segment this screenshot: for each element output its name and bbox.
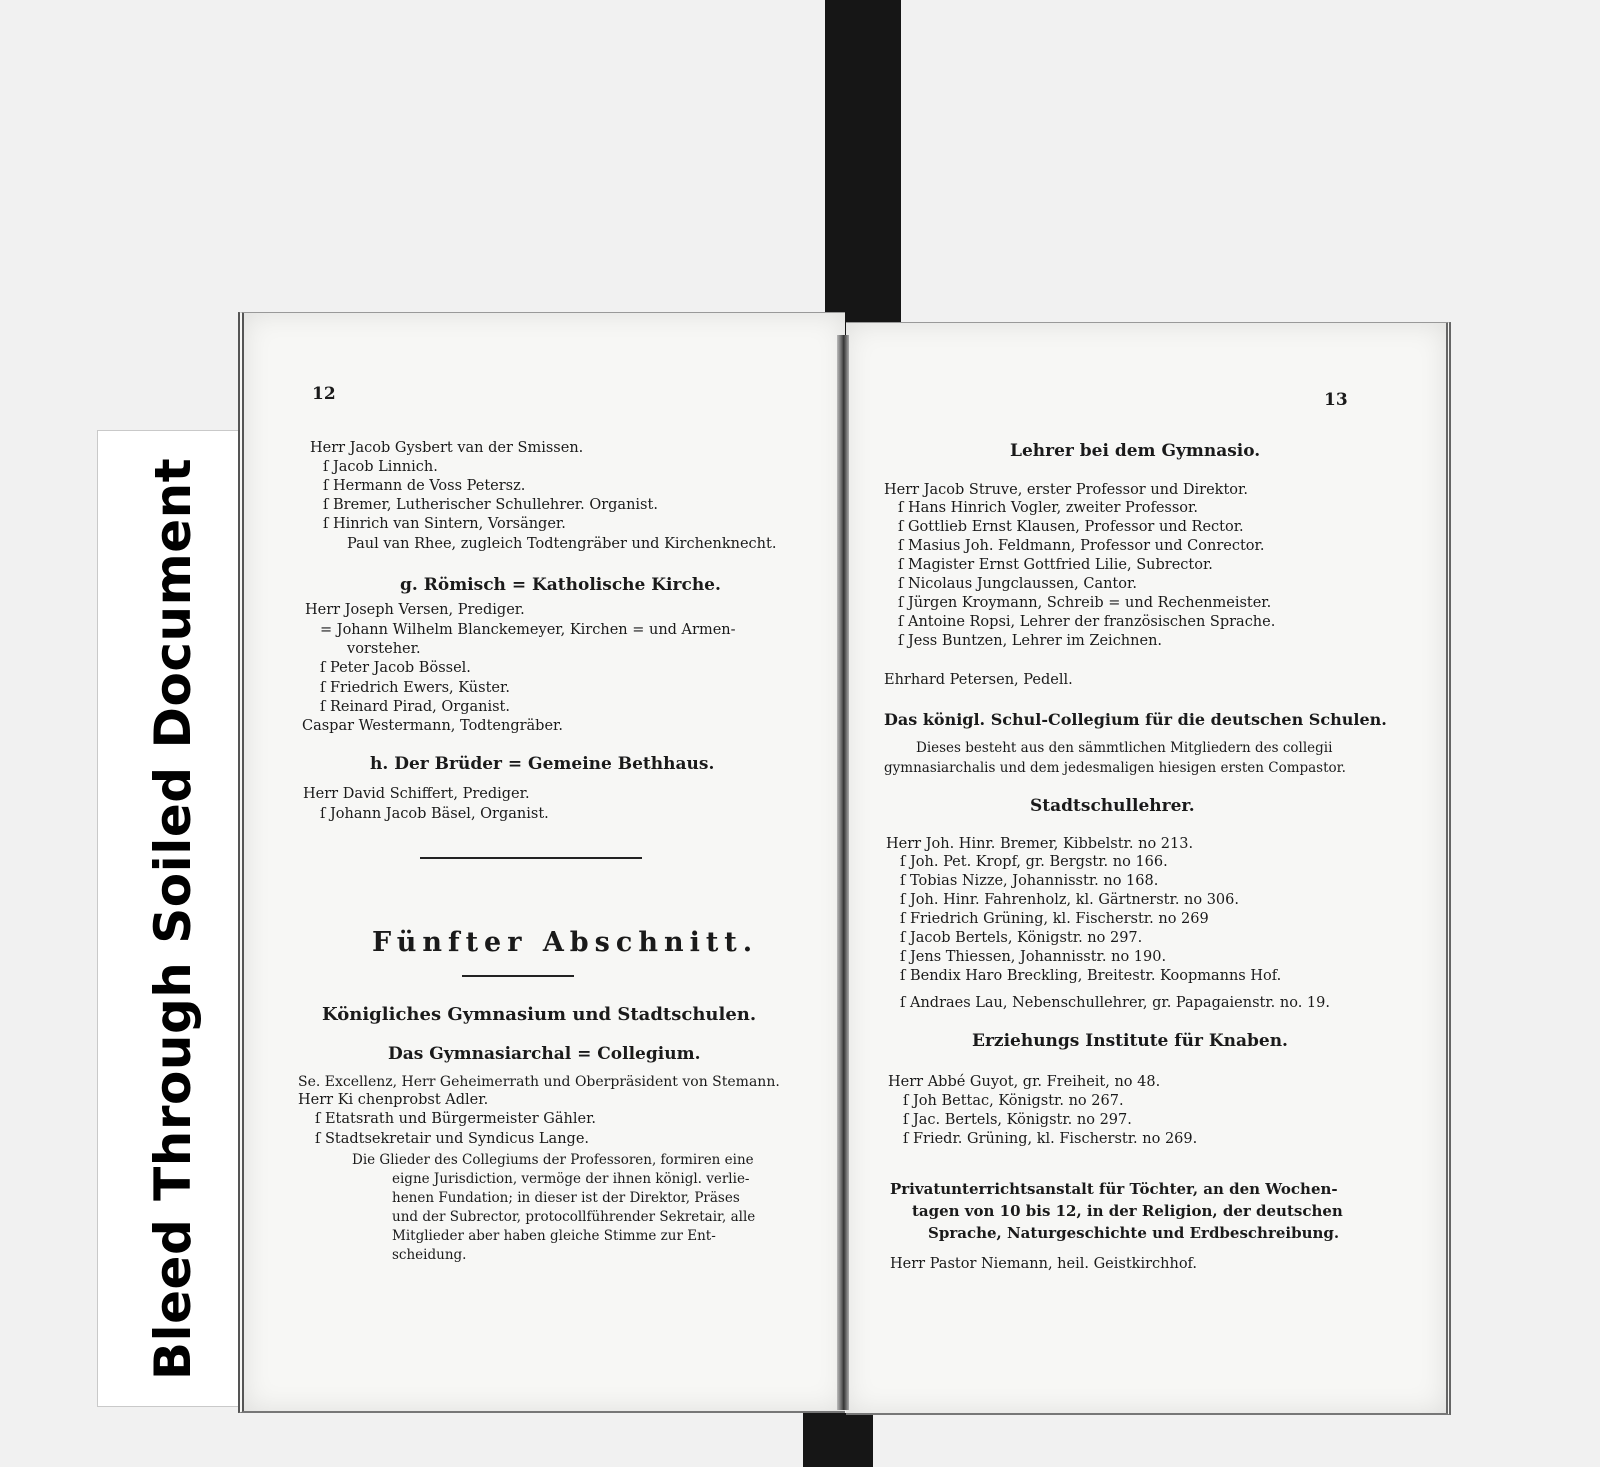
text-line: Herr Pastor Niemann, heil. Geistkirchhof. [890, 1256, 1198, 1272]
text-line: Herr Jacob Gysbert van der Smissen. [310, 440, 584, 456]
text-line: ſ Friedrich Grüning, kl. Fischerstr. no 269 [900, 911, 1209, 927]
text-line: ſ Joh. Hinr. Fahrenholz, kl. Gärtnerstr. no 306. [900, 892, 1239, 908]
text-line: ſ Hans Hinrich Vogler, zweiter Professor. [898, 500, 1198, 516]
text-line: Herr Joh. Hinr. Bremer, Kibbelstr. no 213. [886, 836, 1194, 852]
text-line: Sprache, Naturgeschichte und Erdbeschreibung. [928, 1224, 1340, 1242]
side-label-text: Bleed Through Soiled Document [144, 457, 202, 1380]
divider-rule [462, 975, 574, 977]
text-line: Ehrhard Petersen, Pedell. [884, 672, 1073, 688]
text-line: ſ Magister Ernst Gottfried Lilie, Subrector. [898, 557, 1213, 573]
section-heading: Königliches Gymnasium und Stadtschulen. [322, 1004, 757, 1025]
text-line: gymnasiarchalis und dem jedesmaligen hiesigen ersten Compastor. [884, 760, 1346, 776]
text-line: vorsteher. [347, 641, 421, 657]
section-heading: g. Römisch = Katholische Kirche. [400, 575, 721, 595]
text-line: henen Fundation; in dieser ist der Direktor, Präses [392, 1190, 740, 1206]
text-line: ſ Etatsrath und Bürgermeister Gähler. [315, 1111, 597, 1127]
text-line: ſ Reinard Pirad, Organist. [320, 699, 510, 715]
left-page-number: 12 [312, 384, 336, 404]
section-heading: Lehrer bei dem Gymnasio. [1010, 441, 1261, 461]
text-line: Dieses besteht aus den sämmtlichen Mitgliedern des collegii [916, 740, 1333, 756]
book-gutter [837, 335, 849, 1410]
text-line: ſ Antoine Ropsi, Lehrer der französischen Sprache. [898, 614, 1276, 630]
text-line: ſ Jens Thiessen, Johannisstr. no 190. [900, 949, 1167, 965]
text-line: ſ Johann Jacob Bäsel, Organist. [320, 806, 549, 822]
black-strip-top [825, 0, 901, 345]
text-line: ſ Tobias Nizze, Johannisstr. no 168. [900, 873, 1159, 889]
text-line: ſ Friedrich Ewers, Küster. [320, 680, 510, 696]
text-line: ſ Bremer, Lutherischer Schullehrer. Organist. [323, 497, 658, 513]
text-line: scheidung. [392, 1247, 467, 1263]
section-heading: Stadtschullehrer. [1030, 796, 1195, 816]
divider-rule [420, 857, 642, 859]
text-line: Caspar Westermann, Todtengräber. [302, 718, 563, 734]
text-line: ſ Masius Joh. Feldmann, Professor und Conrector. [898, 538, 1265, 554]
text-line: Paul van Rhee, zugleich Todtengräber und Kirchenknecht. [347, 536, 777, 552]
text-line: ſ Jacob Bertels, Königstr. no 297. [900, 930, 1143, 946]
text-line: ſ Stadtsekretair und Syndicus Lange. [315, 1131, 590, 1147]
section-heading: Erziehungs Institute für Knaben. [972, 1031, 1288, 1051]
text-line: Herr David Schiffert, Prediger. [303, 786, 530, 802]
text-line: ſ Jürgen Kroymann, Schreib = und Rechenmeister. [898, 595, 1272, 611]
text-line: Se. Excellenz, Herr Geheimerrath und Oberpräsident von Stemann. [298, 1074, 780, 1090]
text-line: tagen von 10 bis 12, in der Religion, der deutschen [912, 1202, 1343, 1220]
text-line: ſ Jac. Bertels, Königstr. no 297. [903, 1112, 1132, 1128]
text-line: ſ Joh Bettac, Königstr. no 267. [903, 1093, 1124, 1109]
text-line: ſ Andraes Lau, Nebenschullehrer, gr. Papagaienstr. no. 19. [900, 995, 1330, 1011]
text-line: Herr Abbé Guyot, gr. Freiheit, no 48. [888, 1074, 1161, 1090]
text-line: Privatunterrichtsanstalt für Töchter, an den Wochen- [890, 1180, 1338, 1198]
section-heading: Das königl. Schul-Collegium für die deutschen Schulen. [884, 710, 1387, 729]
side-label-card [97, 430, 249, 1407]
text-line: ſ Jacob Linnich. [323, 459, 438, 475]
text-line: und der Subrector, protocollführender Sekretair, alle [392, 1209, 756, 1225]
right-page-number: 13 [1324, 390, 1348, 410]
text-line: ſ Bendix Haro Breckling, Breitestr. Koopmanns Hof. [900, 968, 1282, 984]
text-line: = Johann Wilhelm Blanckemeyer, Kirchen = und Armen- [320, 622, 736, 638]
section-heading: Das Gymnasiarchal = Collegium. [388, 1044, 701, 1064]
black-strip-bottom [803, 1413, 873, 1467]
text-line: ſ Nicolaus Jungclaussen, Cantor. [898, 576, 1137, 592]
text-line: ſ Gottlieb Ernst Klausen, Professor und Rector. [898, 519, 1244, 535]
text-line: ſ Peter Jacob Bössel. [320, 660, 471, 676]
section-heading: h. Der Brüder = Gemeine Bethhaus. [370, 754, 715, 774]
chapter-title: Fünfter Abschnitt. [372, 927, 759, 958]
text-line: Herr Joseph Versen, Prediger. [305, 602, 525, 618]
text-line: ſ Hinrich van Sintern, Vorsänger. [323, 516, 566, 532]
text-line: Mitglieder aber haben gleiche Stimme zur Ent- [392, 1228, 716, 1244]
text-line: ſ Hermann de Voss Petersz. [323, 478, 526, 494]
text-line: ſ Joh. Pet. Kropf, gr. Bergstr. no 166. [900, 854, 1168, 870]
text-line: ſ Jess Buntzen, Lehrer im Zeichnen. [898, 633, 1163, 649]
text-line: eigne Jurisdiction, vermöge der ihnen königl. verlie- [392, 1171, 750, 1187]
text-line: ſ Friedr. Grüning, kl. Fischerstr. no 269. [903, 1131, 1198, 1147]
text-line: Die Glieder des Collegiums der Professoren, formiren eine [352, 1152, 754, 1168]
text-line: Herr Jacob Struve, erster Professor und Direktor. [884, 482, 1248, 498]
text-line: Herr Ki chenprobst Adler. [298, 1092, 489, 1108]
